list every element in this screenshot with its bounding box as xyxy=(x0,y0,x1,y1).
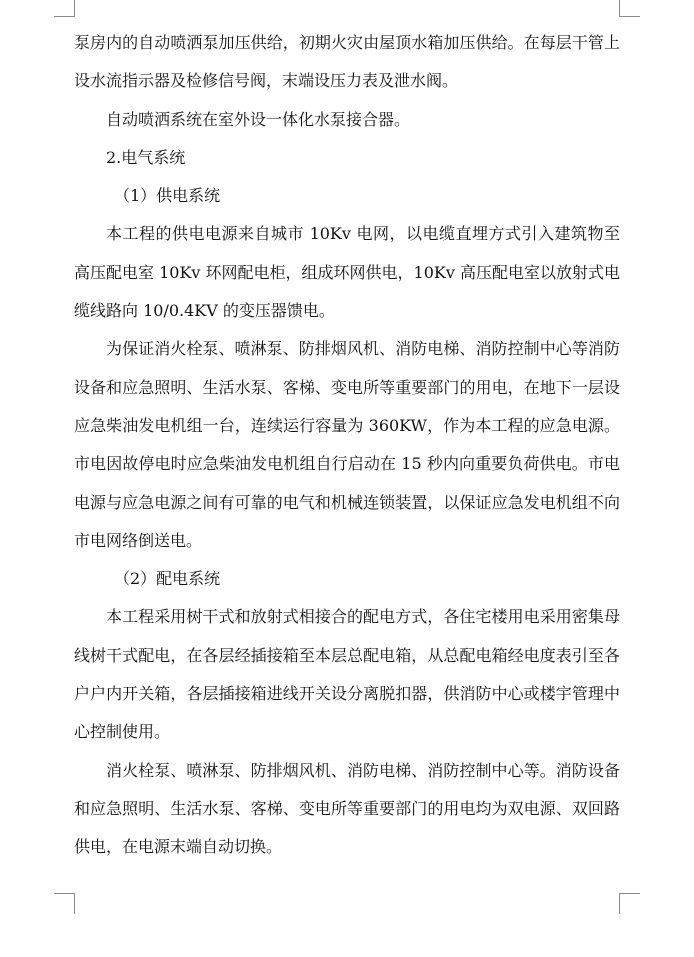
crop-mark-bottom-right xyxy=(619,893,640,914)
heading-electrical-system: 2.电气系统 xyxy=(106,147,186,167)
paragraph-distribution: 本工程采用树干式和放射式相接合的配电方式，各住宅楼用电采用密集母线树干式配电，在各层经插接箱至本层总配电箱，从总配电箱经电度表引至各户户内开关箱，各层插接箱进线开关设分离脱扣器，供消防中心或楼宇管理中心控制使用。 xyxy=(74,607,620,742)
crop-mark-top-right xyxy=(619,0,640,17)
heading-power-supply: （1）供电系统 xyxy=(114,186,221,206)
paragraph-pump-adapter: 自动喷洒系统在室外设一体化水泵接合器。 xyxy=(106,109,411,129)
document-body xyxy=(74,24,620,867)
paragraph-pump-supply: 泵房内的自动喷洒泵加压供给，初期火灾由屋顶水箱加压供给。在每层干管上设水流指示器及检修信号阀，末端设压力表及泄水阀。 xyxy=(74,33,620,91)
paragraph-emergency-power: 为保证消火栓泵、喷淋泵、防排烟风机、消防电梯、消防控制中心等消防设备和应急照明、生活水泵、客梯、变电所等重要部门的用电，在地下一层设应急柴油发电机组一台，连续运行容量为 360KW，作为本工程的应急电源。市电因故停电时应急柴油发电机组自行启动在 15 秒内向重要负荷供电。市电电源与应急电源之间有可靠的电气和机械连锁装置，以保证应急发电机组不向市电网络倒送电。 xyxy=(74,339,620,550)
crop-mark-top-left xyxy=(54,0,75,17)
heading-distribution-system: （2）配电系统 xyxy=(114,569,221,589)
paragraph-power-source: 本工程的供电电源来自城市 10Kv 电网，以电缆直埋方式引入建筑物至高压配电室 10Kv 环网配电柜，组成环网供电，10Kv 高压配电室以放射式电缆线路向 10/0.4KV 的变压器馈电。 xyxy=(74,224,620,321)
crop-mark-bottom-left xyxy=(54,893,75,914)
paragraph-dual-power: 消火栓泵、喷淋泵、防排烟风机、消防电梯、消防控制中心等。消防设备和应急照明、生活水泵、客梯、变电所等重要部门的用电均为双电源、双回路供电，在电源末端自动切换。 xyxy=(74,760,620,857)
